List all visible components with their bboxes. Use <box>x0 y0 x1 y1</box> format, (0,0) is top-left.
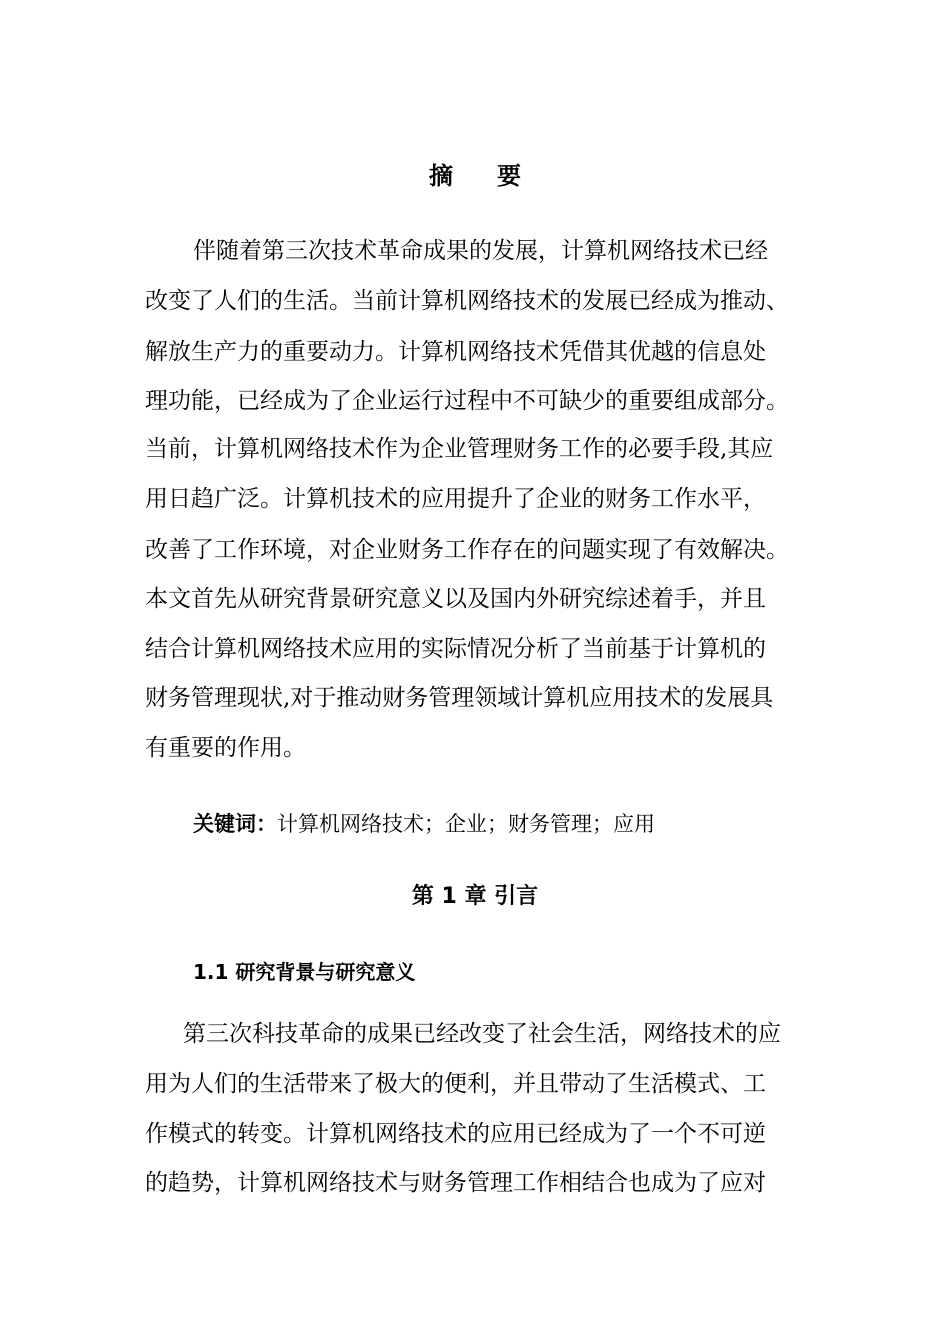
section-title: 1.1 研究背景与研究意义 <box>193 960 416 984</box>
chapter-title: 第 1 章 引言 <box>411 884 539 909</box>
abstract-line: 伴随着第三次技术革命成果的发展，计算机网络技术已经 <box>193 238 768 264</box>
abstract-line: 当前，计算机网络技术作为企业管理财务工作的必要手段,其应 <box>145 436 774 462</box>
abstract-line: 改善了工作环境，对企业财务工作存在的问题实现了有效解决。 <box>145 537 789 563</box>
keywords-line <box>193 809 655 839</box>
section-line: 用为人们的生活带来了极大的便利，并且带动了生活模式、工 <box>145 1071 766 1097</box>
abstract-line: 财务管理现状,对于推动财务管理领域计算机应用技术的发展具 <box>145 685 774 711</box>
abstract-line: 有重要的作用。 <box>145 735 306 761</box>
keywords-text: 计算机网络技术；企业；财务管理；应用 <box>277 812 655 836</box>
abstract-line: 结合计算机网络技术应用的实际情况分析了当前基于计算机的 <box>145 636 766 662</box>
abstract-line: 解放生产力的重要动力。计算机网络技术凭借其优越的信息处 <box>145 339 766 365</box>
keywords-label: 关键词： <box>193 812 277 836</box>
section-line: 的趋势，计算机网络技术与财务管理工作相结合也成为了应对 <box>145 1170 766 1196</box>
abstract-line: 理功能，已经成为了企业运行过程中不可缺少的重要组成部分。 <box>145 388 789 414</box>
section-line: 作模式的转变。计算机网络技术的应用已经成为了一个不可逆 <box>145 1121 766 1147</box>
abstract-title: 摘要 <box>429 162 565 190</box>
abstract-line: 本文首先从研究背景研究意义以及国内外研究综述着手，并且 <box>145 586 766 612</box>
abstract-line: 改变了人们的生活。当前计算机网络技术的发展已经成为推动、 <box>145 288 789 314</box>
section-line: 第三次科技革命的成果已经改变了社会生活，网络技术的应 <box>183 1021 781 1047</box>
abstract-line: 用日趋广泛。计算机技术的应用提升了企业的财务工作水平， <box>145 486 766 512</box>
